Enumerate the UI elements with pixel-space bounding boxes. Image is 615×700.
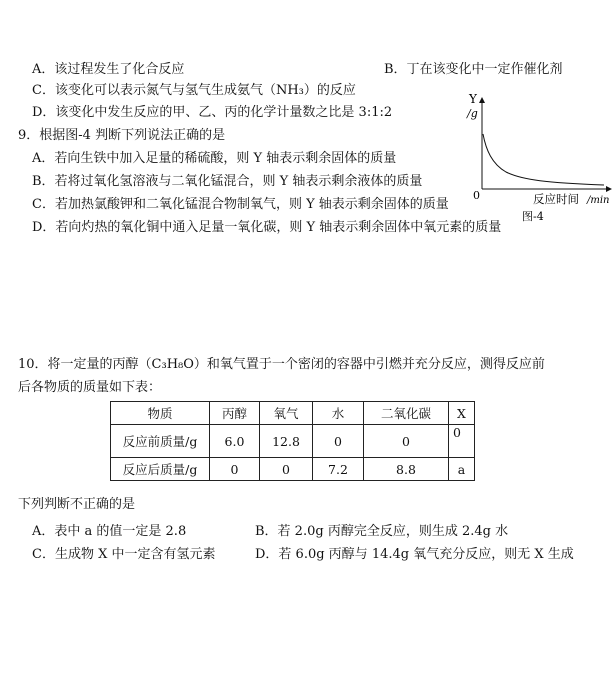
table-cell: 0 — [260, 458, 313, 481]
table-row — [111, 458, 475, 481]
q8-option-d: D．该变化中发生反应的甲、乙、丙的化学计量数之比是 3:1:2 — [32, 105, 393, 120]
mass-table — [110, 401, 475, 481]
figure-4-graph — [456, 92, 615, 232]
table-row — [111, 425, 475, 458]
q10-option-a: A．表中 a 的值一定是 2.8 — [32, 524, 187, 539]
figure-caption: 图-4 — [522, 210, 544, 223]
table-cell: a — [449, 458, 475, 481]
table-cell: 0 — [449, 425, 475, 458]
decay-curve — [483, 134, 604, 185]
q10-stem-line2: 后各物质的质量如下表： — [18, 380, 162, 395]
q8-option-a: A．该过程发生了化合反应 — [32, 62, 185, 77]
table-header-cell: 二氧化碳 — [364, 402, 449, 425]
q9-option-c: C．若加热氯酸钾和二氧化锰混合物制氧气，则 Y 轴表示剩余固体的质量 — [32, 197, 449, 212]
x-axis-unit: /min — [587, 195, 610, 206]
y-axis-label: Y — [469, 92, 477, 106]
q8-option-c: C．该变化可以表示氮气与氢气生成氨气（NH₃）的反应 — [32, 83, 356, 98]
q9-option-b: B．若将过氧化氢溶液与二氧化锰混合，则 Y 轴表示剩余液体的质量 — [32, 174, 423, 189]
origin-label: 0 — [473, 189, 480, 202]
table-header-cell: 水 — [313, 402, 364, 425]
y-axis-unit: /g — [467, 107, 478, 120]
table-cell: 12.8 — [260, 425, 313, 458]
table-header-row — [111, 402, 475, 425]
table-header-cell: 丙醇 — [210, 402, 260, 425]
table-header-cell: 氧气 — [260, 402, 313, 425]
table-cell: 0 — [210, 458, 260, 481]
table-cell: 反应后质量/g — [111, 458, 210, 481]
q8-option-b: B．丁在该变化中一定作催化剂 — [384, 62, 563, 77]
x-axis-label: 反应时间 — [533, 192, 579, 206]
q9-option-a: A．若向生铁中加入足量的稀硫酸，则 Y 轴表示剩余固体的质量 — [32, 151, 397, 166]
table-cell: 7.2 — [313, 458, 364, 481]
q10-option-b: B．若 2.0g 丙醇完全反应，则生成 2.4g 水 — [255, 524, 509, 539]
q9-stem: 9．根据图-4 判断下列说法正确的是 — [18, 128, 226, 143]
q10-question: 下列判断不正确的是 — [18, 497, 136, 512]
table-cell: 0 — [313, 425, 364, 458]
q10-option-d: D．若 6.0g 丙醇与 14.4g 氧气充分反应，则无 X 生成 — [255, 547, 574, 562]
table-cell: 0 — [364, 425, 449, 458]
table-header-cell: X — [449, 402, 475, 425]
table-cell: 反应前质量/g — [111, 425, 210, 458]
table-cell: 8.8 — [364, 458, 449, 481]
q9-option-d: D．若向灼热的氧化铜中通入足量一氧化碳，则 Y 轴表示剩余固体中氧元素的质量 — [32, 220, 502, 235]
q10-stem-line1: 10．将一定量的丙醇（C₃H₈O）和氧气置于一个密闭的容器中引燃并充分反应，测得反应前 — [18, 357, 545, 372]
table-cell: 6.0 — [210, 425, 260, 458]
q10-option-c: C．生成物 X 中一定含有氢元素 — [32, 547, 216, 562]
table-header-cell: 物质 — [111, 402, 210, 425]
